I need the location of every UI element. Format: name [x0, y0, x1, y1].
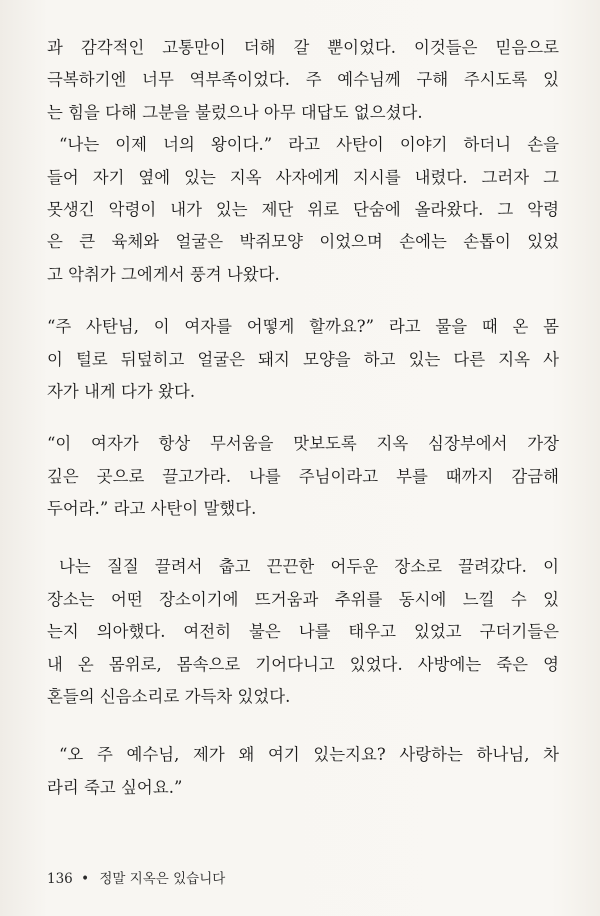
text-line: 라리 죽고 싶어요.” — [47, 777, 183, 797]
text-line: 자가 내게 다가 왔다. — [47, 381, 196, 401]
text-line: 극복하기엔 너무 역부족이었다. 주 예수님께 구해 주시도록 있 — [47, 70, 559, 90]
text-line: 장소는 어떤 장소이기에 뜨거움과 추위를 동시에 느낄 수 있 — [47, 589, 559, 609]
paragraph — [47, 129, 559, 291]
page-footer — [47, 870, 225, 888]
text-line: 는지 의아했다. 여전히 불은 나를 태우고 있었고 구더기들은 — [47, 622, 559, 642]
text-line: 나는 질질 끌려서 춥고 끈끈한 어두운 장소로 끌려갔다. 이 — [59, 557, 559, 577]
text-line: 은 큰 육체와 얼굴은 박쥐모양 이었으며 손에는 손톱이 있었 — [47, 232, 559, 252]
page-body — [47, 32, 559, 804]
paragraph — [47, 428, 559, 525]
paragraph — [47, 32, 559, 129]
paragraph — [47, 311, 559, 408]
text-line: 혼들의 신음소리로 가득차 있었다. — [47, 687, 291, 707]
page-number: 136 — [47, 871, 73, 887]
running-title: 정말 지옥은 있습니다 — [99, 871, 226, 887]
text-line: 과 감각적인 고통만이 더해 갈 뿐이었다. 이것들은 믿음으로 — [47, 38, 559, 57]
text-line: 내 온 몸위로, 몸속으로 기어다니고 있었다. 사방에는 죽은 영 — [47, 654, 559, 674]
footer-bullet: • — [81, 871, 90, 887]
text-line: 깊은 곳으로 끌고가라. 나를 주님이라고 부를 때까지 감금해 — [47, 466, 559, 486]
text-line: 못생긴 악령이 내가 있는 제단 위로 단숨에 올라왔다. 그 악령 — [47, 199, 559, 219]
text-line: 두어라.” 라고 사탄이 말했다. — [47, 499, 257, 519]
text-line: “이 여자가 항상 무서움을 맛보도록 지옥 심장부에서 가장 — [47, 434, 559, 454]
text-line: “주 사탄님, 이 여자를 어떻게 할까요?” 라고 물을 때 온 몸 — [47, 317, 559, 337]
text-line: 들어 자기 옆에 있는 지옥 사자에게 지시를 내렸다. 그러자 그 — [47, 167, 559, 187]
text-line: 는 힘을 다해 그분을 불렀으나 아무 대답도 없으셨다. — [47, 102, 423, 122]
paragraph — [47, 739, 559, 804]
text-line: 이 털로 뒤덮히고 얼굴은 돼지 모양을 하고 있는 다른 지옥 사 — [47, 349, 559, 369]
text-line: “나는 이제 너의 왕이다.” 라고 사탄이 이야기 하더니 손을 — [59, 135, 559, 155]
paragraph — [47, 551, 559, 713]
text-line: 고 악취가 그에게서 풍겨 나왔다. — [47, 264, 280, 284]
text-line: “오 주 예수님, 제가 왜 여기 있는지요? 사랑하는 하나님, 차 — [59, 745, 559, 765]
